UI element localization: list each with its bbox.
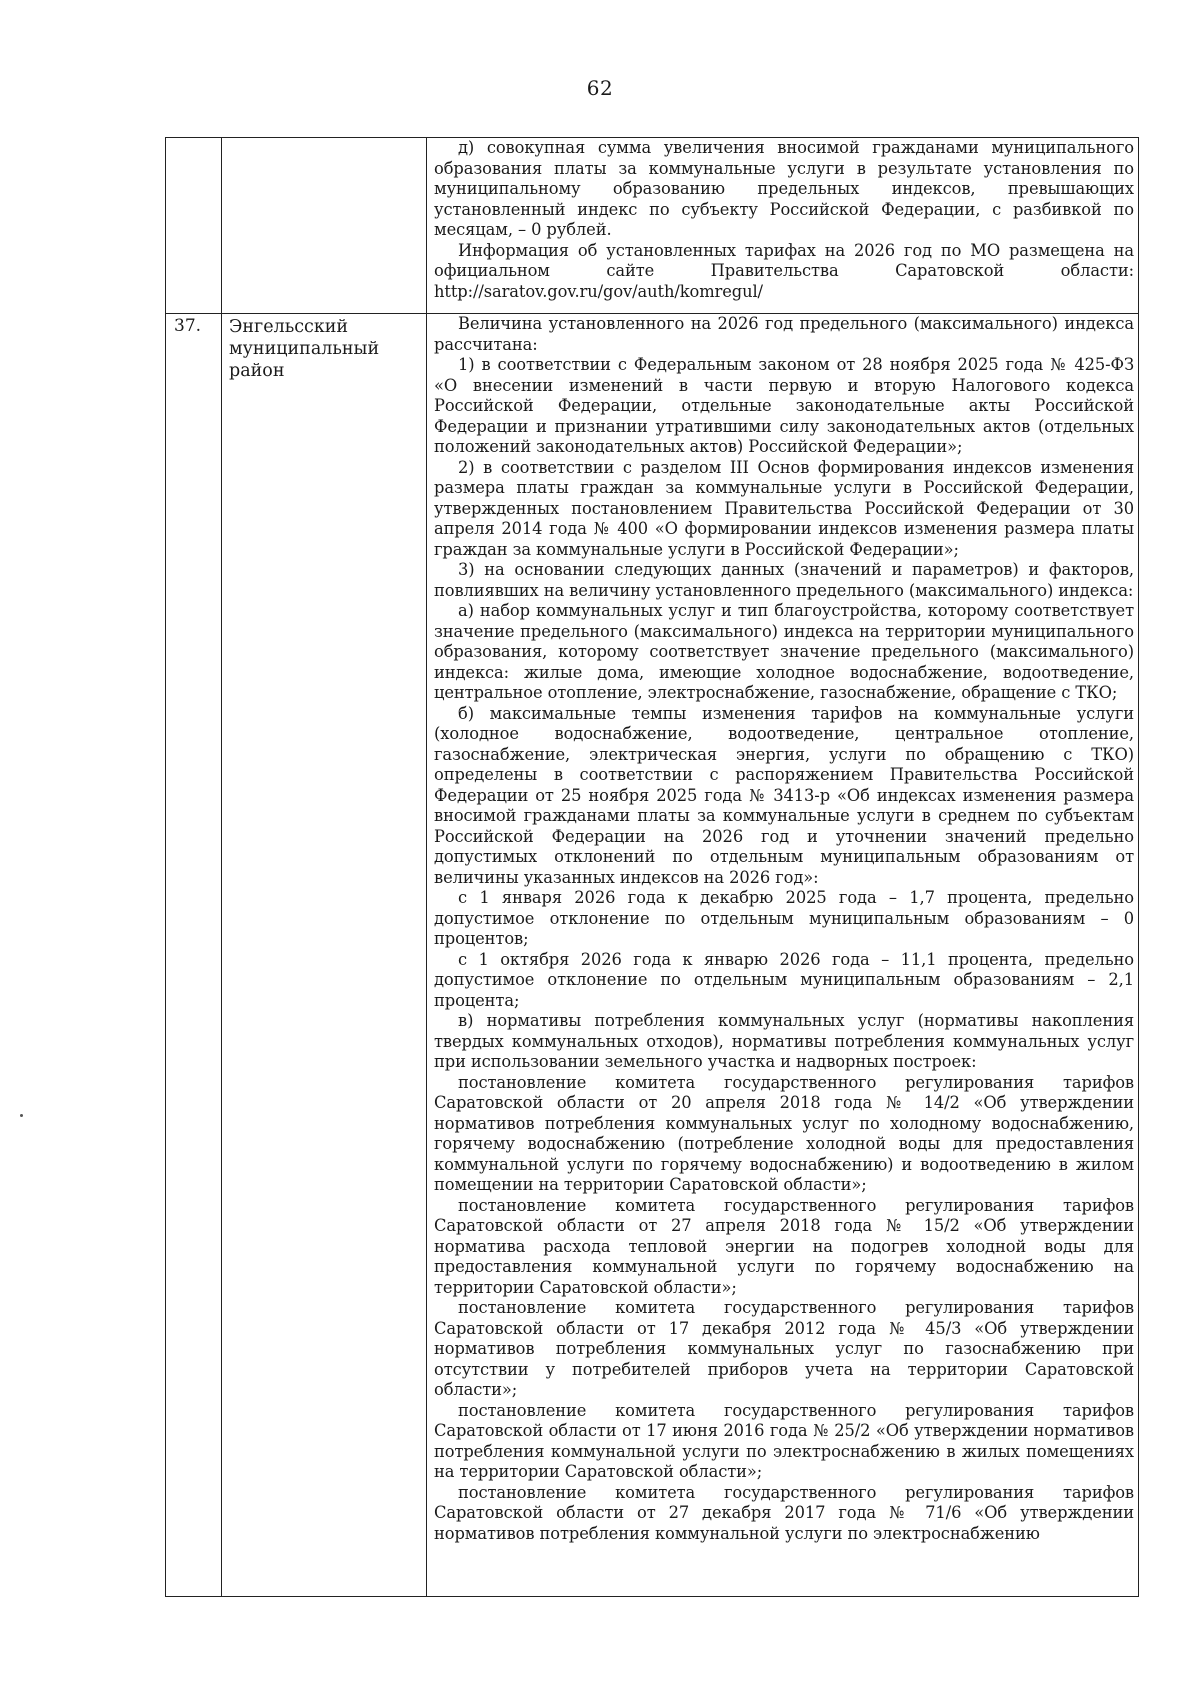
municipality-name-cell: [222, 138, 427, 314]
document-table: [165, 137, 1139, 1597]
paragraph: с 1 января 2026 года к декабрю 2025 года – 1,7 процента, предельно допустимое отклонение по отдельным муниципальным образованиям – 0 процентов;: [434, 888, 1134, 948]
description-cell: [427, 138, 1139, 314]
scan-dot: [20, 1114, 23, 1117]
page-number: 62: [586, 76, 614, 100]
paragraph: Информация об установленных тарифах на 2026 год по МО размещена на официальном сайте Правительства Саратовской области: http://saratov.gov.ru/gov/auth/komregul/: [434, 240, 1134, 301]
paragraph: в) нормативы потребления коммунальных услуг (нормативы накопления твердых коммунальных отходов), нормативы потребления коммунальных услуг при использовании земельного участка и надворных построек:: [434, 1011, 1134, 1071]
paragraph: а) набор коммунальных услуг и тип благоустройства, которому соответствует значение предельного (максимального) индекса на территории муниципального образования, которому соответствует значение предельного (максимального) индекса: жилые дома, имеющие холодное водоснабжение, водоотведение, центральное отопление, электроснабжение, газоснабжение, обращение с ТКО;: [434, 601, 1134, 702]
table-row: [166, 314, 1139, 1597]
paragraph: б) максимальные темпы изменения тарифов на коммунальные услуги (холодное водоснабжение, водоотведение, центральное отопление, газоснабжение, электрическая энергия, услуги по обращению с ТКО) определены в соответствии с распоряжением Правительства Российской Федерации от 25 ноября 2025 года № 3413-р «Об индексах изменения размера вносимой гражданами платы за коммунальные услуги в среднем по субъектам Российской Федерации на 2026 год и уточнении значений предельно допустимых отклонений по отдельным муниципальным образованиям от величины указанных индексов на 2026 год»:: [434, 703, 1134, 887]
paragraph: постановление комитета государственного регулирования тарифов Саратовской области от 27 апреля 2018 года № 15/2 «Об утверждении норматива расхода тепловой энергии на подогрев холодной воды для предоставления коммунальной услуги по горячему водоснабжению на территории Саратовской области»;: [434, 1195, 1134, 1297]
description-cell: [427, 314, 1139, 1597]
paragraph: 3) на основании следующих данных (значений и параметров) и факторов, повлиявших на величину установленного предельного (максимального) индекса:: [434, 560, 1134, 600]
paragraph: д) совокупная сумма увеличения вносимой гражданами муниципального образования платы за коммунальные услуги в результате установления по муниципальному образованию предельных индексов, превышающих установленный индекс по субъекту Российской Федерации, с разбивкой по месяцам, – 0 рублей.: [434, 138, 1134, 239]
paragraph: постановление комитета государственного регулирования тарифов Саратовской области от 17 декабря 2012 года № 45/3 «Об утверждении нормативов потребления коммунальных услуг по газоснабжению при отсутствии у потребителей приборов учета на территории Саратовской области»;: [434, 1298, 1134, 1399]
paragraph: постановление комитета государственного регулирования тарифов Саратовской области от 17 июня 2016 года № 25/2 «Об утверждении нормативов потребления коммунальной услуги по электроснабжению в жилых помещениях на территории Саратовской области»;: [434, 1400, 1134, 1481]
municipality-name-cell: Энгельсский муниципальный район: [222, 314, 427, 1597]
row-number-cell: [166, 138, 222, 314]
paragraph: 2) в соответствии с разделом III Основ формирования индексов изменения размера платы граждан за коммунальные услуги в Российской Федерации, утвержденных постановлением Правительства Российской Федерации от 30 апреля 2014 года № 400 «О формировании индексов изменения размера платы граждан за коммунальные услуги в Российской Федерации»;: [434, 457, 1134, 559]
table-row: [166, 138, 1139, 314]
paragraph: постановление комитета государственного регулирования тарифов Саратовской области от 27 декабря 2017 года № 71/6 «Об утверждении нормативов потребления коммунальной услуги по электроснабжению: [434, 1482, 1134, 1543]
paragraph: 1) в соответствии с Федеральным законом от 28 ноября 2025 года № 425-ФЗ «О внесении изменений в части первую и вторую Налогового кодекса Российской Федерации, отдельные законодательные акты Российской Федерации и признании утратившими силу законодательных актов (отдельных положений законодательных актов) Российской Федерации»;: [434, 355, 1134, 456]
row-number-cell: 37.: [166, 314, 222, 1597]
paragraph: Величина установленного на 2026 год предельного (максимального) индекса рассчитана:: [434, 314, 1134, 354]
paragraph: постановление комитета государственного регулирования тарифов Саратовской области от 20 апреля 2018 года № 14/2 «Об утверждении нормативов потребления коммунальных услуг по холодному водоснабжению, горячему водоснабжению (потребление холодной воды для предоставления коммунальной услуги по горячему водоснабжению) и водоотведению в жилом помещении на территории Саратовской области»;: [434, 1072, 1134, 1194]
paragraph: с 1 октября 2026 года к январю 2026 года – 11,1 процента, предельно допустимое отклонение по отдельным муниципальным образованиям – 2,1 процента;: [434, 949, 1134, 1010]
